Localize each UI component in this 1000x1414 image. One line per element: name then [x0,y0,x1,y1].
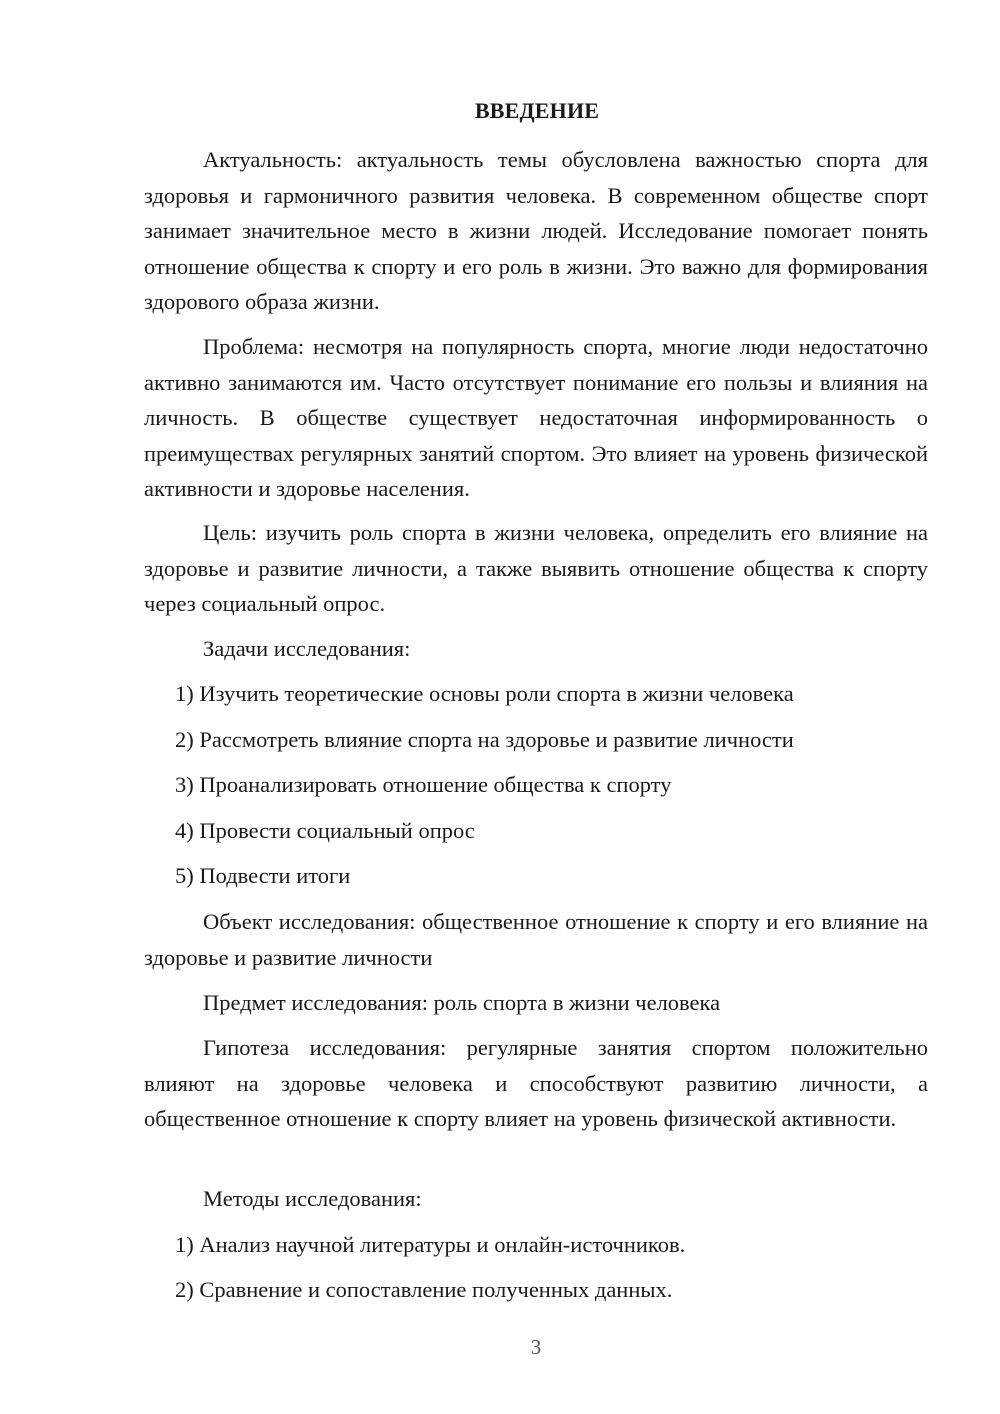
methods-heading: Методы исследования: [203,1186,422,1211]
task-item: 2) Рассмотреть влияние спорта на здоровье и развитие личности [175,727,794,752]
paragraph-hypothesis: Гипотеза исследования: регулярные занятия спортом положительно влияют на здоровье человека и способствуют развитию личности, а общественное отношение к спорту влияет на уровень физической активности. [144,1035,928,1131]
page-title: ВВЕДЕНИЕ [474,98,600,123]
page-number: 3 [530,1335,542,1359]
method-item: 2) Сравнение и сопоставление полученных данных. [175,1277,673,1302]
paragraph-subject: Предмет исследования: роль спорта в жизни человека [203,990,721,1015]
task-item: 3) Проанализировать отношение общества к спорту [175,772,672,797]
task-item: 1) Изучить теоретические основы роли спорта в жизни человека [175,681,794,706]
task-item: 4) Провести социальный опрос [175,818,475,843]
paragraph-goal: Цель: изучить роль спорта в жизни человека, определить его влияние на здоровье и развитие личности, а также выявить отношение общества к спорту через социальный опрос. [144,520,928,616]
paragraph-problem: Проблема: несмотря на популярность спорта, многие люди недостаточно активно занимаются им. Часто отсутствует понимание его пользы и влияния на личность. В обществе существует недостаточная информированность о преимуществах регулярных занятий спортом. Это влияет на уровень физической активности и здоровье населения. [144,334,928,501]
task-item: 5) Подвести итоги [175,863,351,888]
tasks-heading: Задачи исследования: [203,636,411,661]
paragraph-object: Объект исследования: общественное отношение к спорту и его влияние на здоровье и развитие личности [144,909,928,970]
paragraph-relevance: Актуальность: актуальность темы обусловлена важностью спорта для здоровья и гармоничного развития человека. В современном обществе спорт занимает значительное место в жизни людей. Исследование помогает понять отношение общества к спорту и его роль в жизни. Это важно для формирования здорового образа жизни. [144,147,928,314]
method-item: 1) Анализ научной литературы и онлайн-источников. [175,1232,686,1257]
